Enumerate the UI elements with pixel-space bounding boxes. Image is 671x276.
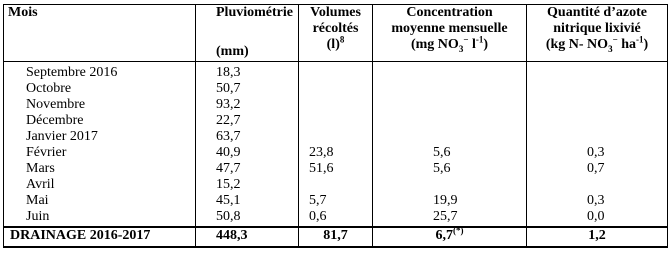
table-body — [4, 62, 668, 228]
table-row — [4, 97, 668, 113]
total-concentration-note: (*) — [453, 225, 464, 236]
cell-mois: Avril — [4, 177, 196, 193]
header-quantite-line1: Quantité d’azote — [547, 5, 647, 20]
cell-quantite — [527, 113, 668, 129]
cell-concentration — [373, 81, 527, 97]
cell-mois: Février — [4, 145, 196, 161]
cell-quantite: 0,3 — [527, 145, 668, 161]
cell-concentration: 19,9 — [373, 193, 527, 209]
footnote-marker: 8 — [339, 34, 345, 45]
cell-concentration — [373, 97, 527, 113]
cell-concentration: 5,6 — [373, 145, 527, 161]
cell-quantite — [527, 177, 668, 193]
cell-concentration — [373, 113, 527, 129]
cell-pluviometrie: 22,7 — [196, 113, 299, 129]
header-concentration-line1: Concentration — [406, 5, 493, 20]
cell-concentration — [373, 129, 527, 145]
cell-pluviometrie: 40,9 — [196, 145, 299, 161]
cell-quantite: 0,7 — [527, 161, 668, 177]
header-volumes-unit: $(l)^8$ — [326, 34, 345, 52]
cell-volumes: 5,7 — [299, 193, 373, 209]
drainage-table — [3, 4, 668, 248]
header-quantite — [527, 5, 668, 62]
cell-concentration — [373, 62, 527, 82]
table-row — [4, 209, 668, 227]
cell-volumes: 51,6 — [299, 161, 373, 177]
cell-pluviometrie: 50,7 — [196, 81, 299, 97]
table-row — [4, 129, 668, 145]
cell-quantite — [527, 62, 668, 82]
cell-mois: Mars — [4, 161, 196, 177]
table-row — [4, 145, 668, 161]
header-quantite-line2: nitrique lixivié — [553, 21, 641, 36]
cell-concentration — [373, 177, 527, 193]
table-row — [4, 62, 668, 82]
header-concentration — [373, 5, 527, 62]
header-concentration-line2: moyenne mensuelle — [391, 21, 508, 36]
cell-volumes — [299, 113, 373, 129]
table-row — [4, 193, 668, 209]
header-volumes-line1: Volumes — [310, 5, 361, 20]
table-row — [4, 161, 668, 177]
cell-mois: Novembre — [4, 97, 196, 113]
cell-mois: Octobre — [4, 81, 196, 97]
cell-volumes: 23,8 — [299, 145, 373, 161]
header-mois: Mois — [4, 5, 196, 62]
cell-quantite: 0,3 — [527, 193, 668, 209]
cell-pluviometrie: 15,2 — [196, 177, 299, 193]
cell-pluviometrie: 45,1 — [196, 193, 299, 209]
cell-volumes — [299, 81, 373, 97]
total-pluviometrie: 448,3 — [196, 227, 299, 247]
header-quantite-unit: (kg N- $NO_3^-$ $ha^{-1}$) — [545, 34, 649, 54]
cell-volumes — [299, 97, 373, 113]
header-volumes-line2: récoltés — [312, 21, 359, 36]
cell-quantite: 0,0 — [527, 209, 668, 227]
cell-pluviometrie: 50,8 — [196, 209, 299, 227]
cell-pluviometrie: 18,3 — [196, 62, 299, 82]
cell-concentration: 5,6 — [373, 161, 527, 177]
total-row — [4, 227, 668, 247]
total-concentration: 6,7(*) — [373, 227, 527, 247]
cell-quantite — [527, 97, 668, 113]
table-row — [4, 177, 668, 193]
header-pluviometrie — [196, 5, 299, 62]
table-row — [4, 113, 668, 129]
cell-pluviometrie: 47,7 — [196, 161, 299, 177]
cell-pluviometrie: 93,2 — [196, 97, 299, 113]
table-header-row — [4, 5, 668, 62]
cell-pluviometrie: 63,7 — [196, 129, 299, 145]
cell-quantite — [527, 81, 668, 97]
cell-mois: Décembre — [4, 113, 196, 129]
cell-concentration: 25,7 — [373, 209, 527, 227]
cell-volumes: 0,6 — [299, 209, 373, 227]
header-pluviometrie-label: Pluviométrie — [216, 5, 293, 20]
cell-volumes — [299, 129, 373, 145]
cell-quantite — [527, 129, 668, 145]
cell-mois: Juin — [4, 209, 196, 227]
header-volumes — [299, 5, 373, 62]
total-volumes: 81,7 — [299, 227, 373, 247]
header-pluviometrie-unit: (mm) — [216, 44, 249, 59]
total-quantite: 1,2 — [527, 227, 668, 247]
table-row — [4, 81, 668, 97]
total-label: DRAINAGE 2016-2017 — [4, 227, 196, 247]
header-concentration-unit: (mg $NO_3^-$ $l^{-1}$) — [410, 34, 489, 54]
cell-volumes — [299, 62, 373, 82]
cell-volumes — [299, 177, 373, 193]
cell-mois: Mai — [4, 193, 196, 209]
cell-mois: Janvier 2017 — [4, 129, 196, 145]
cell-mois: Septembre 2016 — [4, 62, 196, 82]
